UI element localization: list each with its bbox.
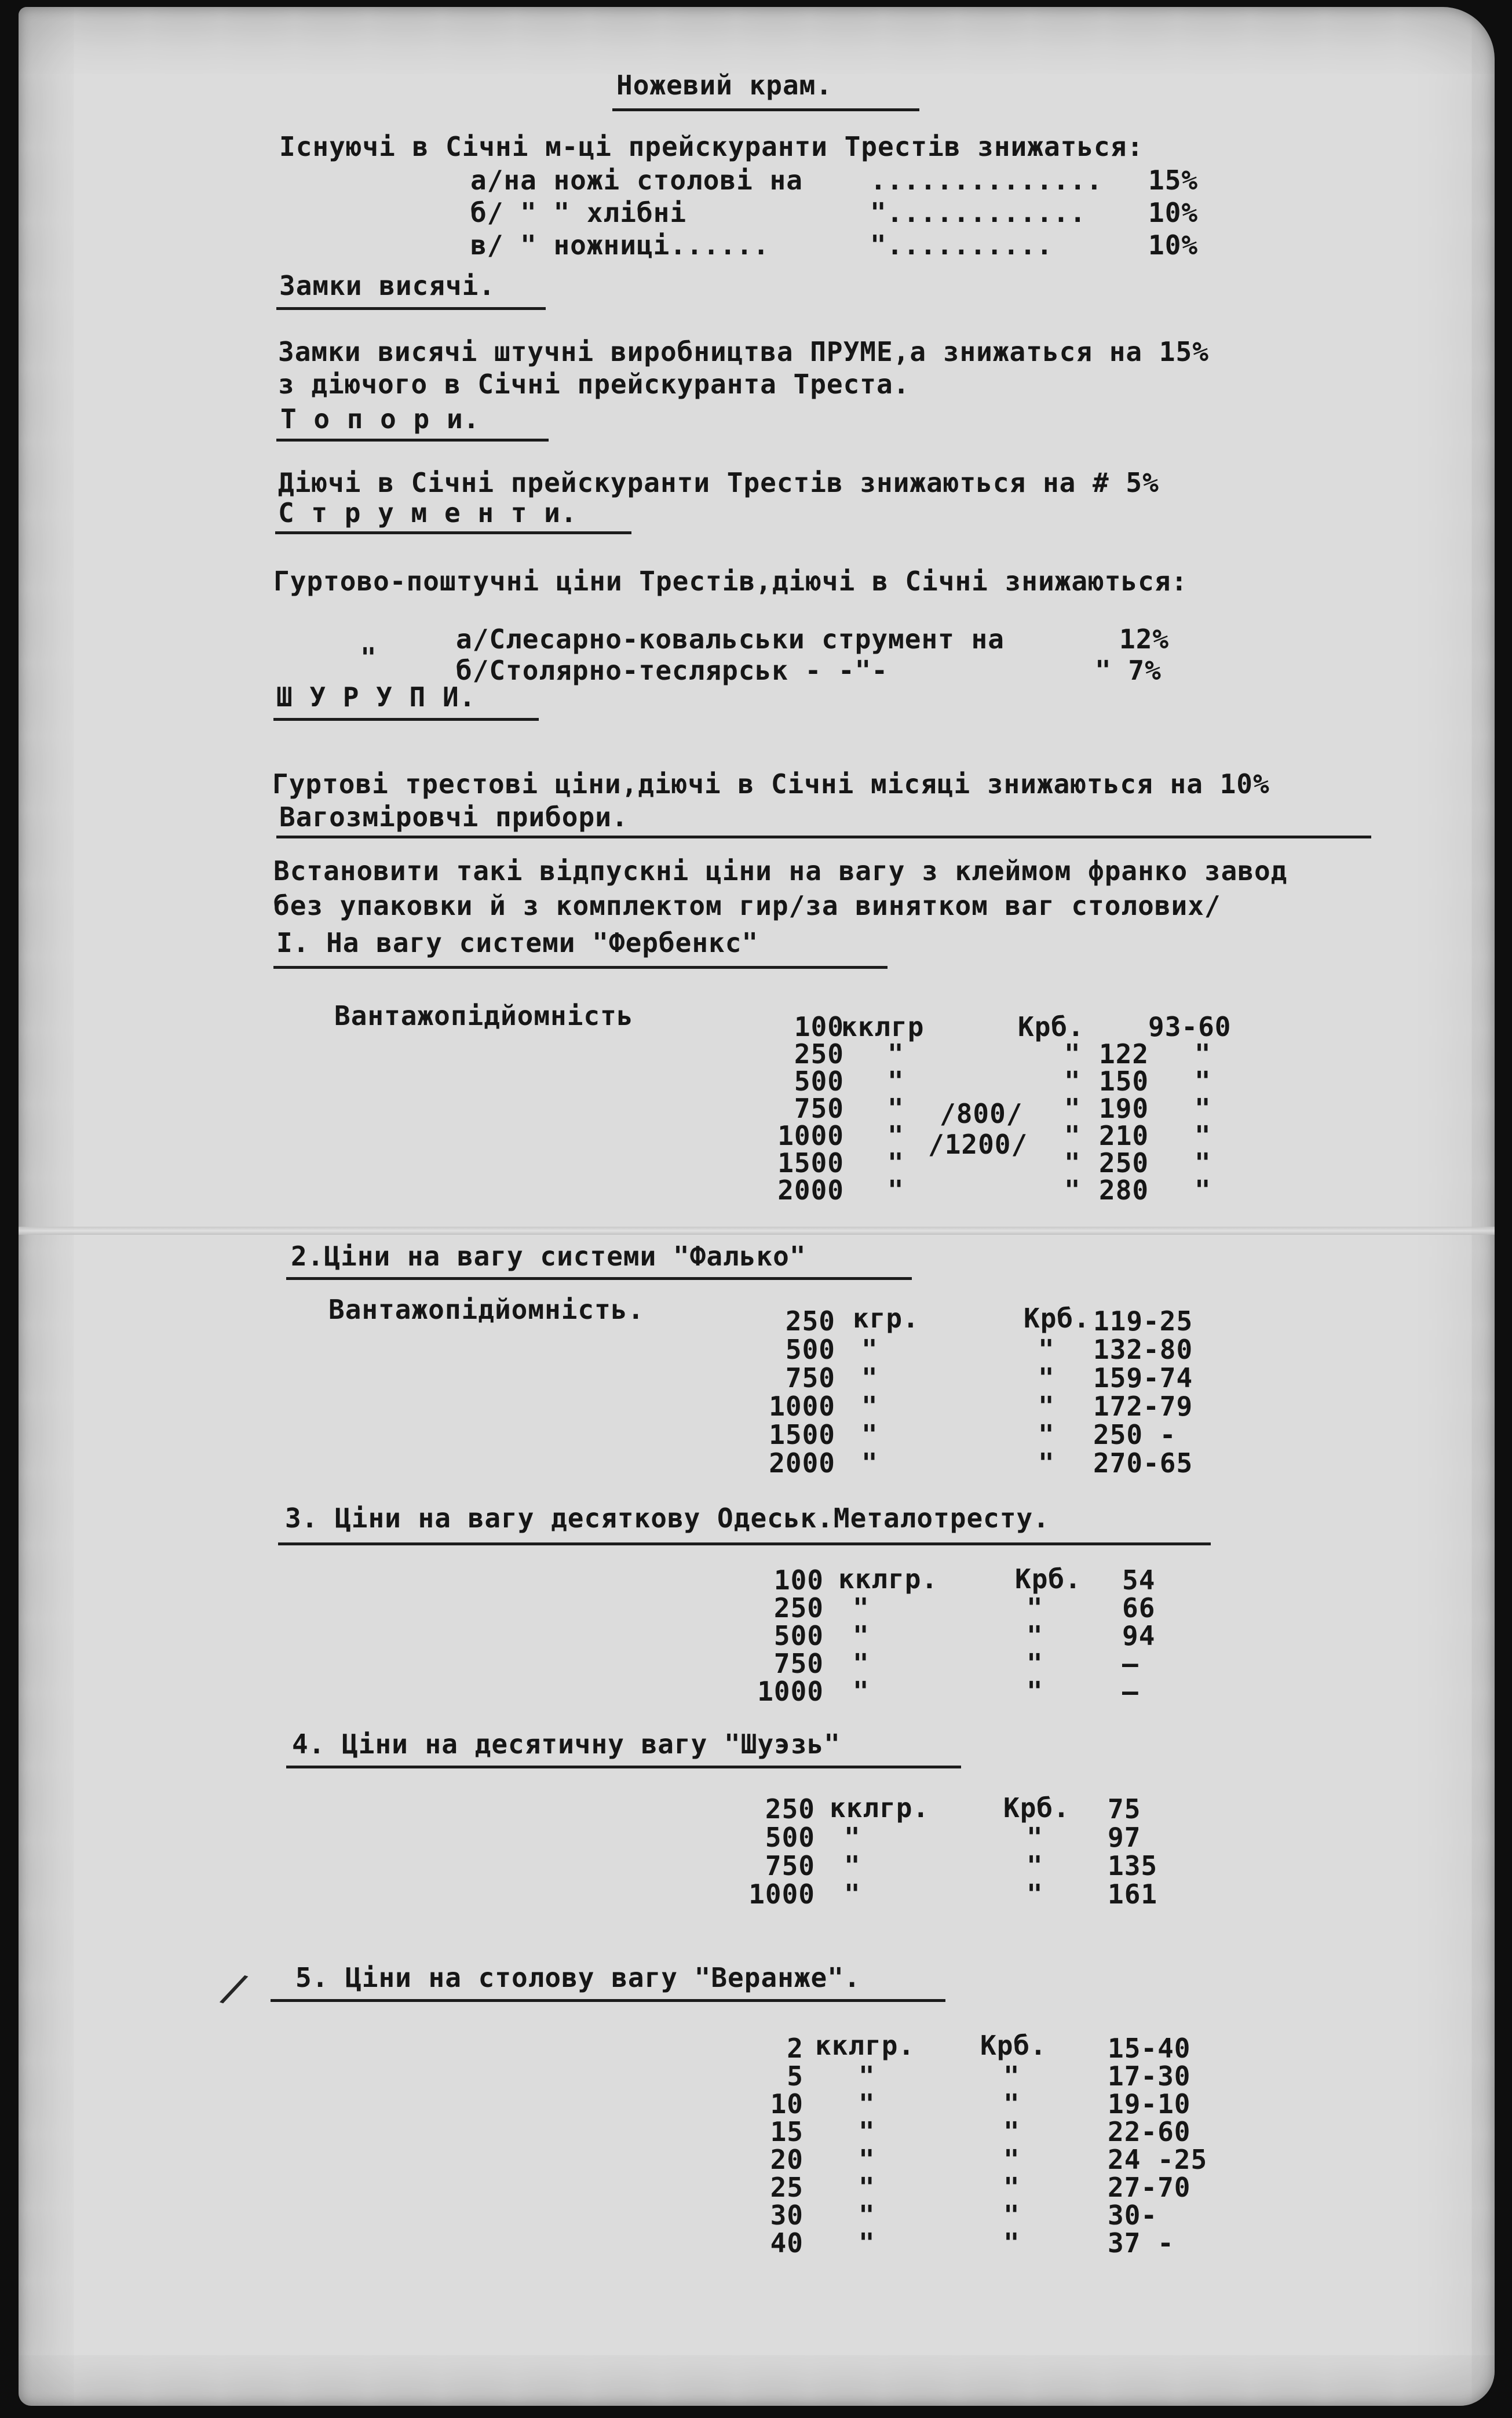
capacity-value: 750 bbox=[794, 1093, 844, 1124]
capacity-value: 500 bbox=[773, 1620, 824, 1651]
capacity-value: 100 bbox=[773, 1564, 824, 1596]
section-1-unit: кклгр bbox=[841, 1011, 925, 1042]
ditto-mark: " bbox=[1027, 1822, 1043, 1853]
scales-line-1: Встановити такі відпускні ціни на вагу з клеймом франко завод bbox=[273, 855, 1288, 887]
ditto-mark: " bbox=[853, 1592, 870, 1624]
capacity-value: 1000 bbox=[769, 1391, 835, 1422]
scales-underline bbox=[276, 836, 1371, 838]
knives-item-value: 15% bbox=[1148, 165, 1199, 196]
page-title: Ножевий крам. bbox=[616, 70, 833, 101]
capacity-value: 25 bbox=[770, 2172, 804, 2203]
knives-intro: Існуючі в Січні м-ці прейскуранти Трестів знижаться: bbox=[279, 131, 1144, 162]
screws-line-1: Гуртові трестові ціни,діючі в Січні місяці знижаються на 10% bbox=[272, 768, 1270, 800]
price-value: 161 bbox=[1108, 1879, 1158, 1910]
axes-heading: Т о п о р и. bbox=[280, 403, 480, 435]
ditto-mark: " bbox=[1064, 1147, 1081, 1179]
section-4-unit: кклгр. bbox=[830, 1792, 930, 1823]
price-value: 66 bbox=[1122, 1592, 1156, 1624]
ditto-mark: " bbox=[1195, 1038, 1211, 1070]
capacity-value: 40 bbox=[770, 2227, 804, 2259]
section-1-title: I. На вагу системи "Фербенкс" bbox=[276, 927, 759, 958]
ditto-mark: " bbox=[861, 1391, 878, 1422]
price-value: 150 bbox=[1099, 1066, 1149, 1097]
knives-item-dots: "............ bbox=[870, 197, 1087, 228]
price-value: 93-60 bbox=[1148, 1011, 1232, 1042]
price-value: 280 bbox=[1099, 1175, 1149, 1206]
ditto-mark: " bbox=[888, 1093, 904, 1124]
locks-line-2: з діючого в Січні прейскуранта Треста. bbox=[278, 369, 910, 400]
ditto-mark: " bbox=[861, 1362, 878, 1394]
capacity-value: 2 bbox=[787, 2033, 804, 2064]
ditto-mark: " bbox=[1027, 1676, 1043, 1707]
knives-item-dots: ".......... bbox=[870, 229, 1053, 261]
section-3-underline bbox=[278, 1542, 1211, 1545]
price-value: 15-40 bbox=[1108, 2033, 1191, 2064]
ditto-mark: " bbox=[853, 1620, 870, 1651]
section-5-underline bbox=[271, 1999, 945, 2002]
price-value: 27-70 bbox=[1108, 2172, 1191, 2203]
scales-heading: Вагозміровчі прибори. bbox=[279, 801, 629, 833]
section-5-title: 5. Ціни на столову вагу "Веранже". bbox=[295, 1962, 861, 1993]
price-value: – bbox=[1122, 1648, 1139, 1679]
ditto-mark: " bbox=[1003, 2144, 1020, 2175]
ditto-mark: " bbox=[888, 1147, 904, 1179]
capacity-value: 750 bbox=[773, 1648, 824, 1679]
ditto-mark: " bbox=[859, 2088, 875, 2120]
price-value: 37 - bbox=[1108, 2227, 1174, 2259]
axes-line-1: Діючі в Січні прейскуранти Трестів знижаються на # 5% bbox=[278, 467, 1159, 498]
ditto-mark: " bbox=[1027, 1592, 1043, 1624]
price-value: 122 bbox=[1099, 1038, 1149, 1070]
ditto-mark: " bbox=[1003, 2172, 1020, 2203]
capacity-value: 1000 bbox=[757, 1676, 824, 1707]
price-value: 19-10 bbox=[1108, 2088, 1191, 2120]
section-2-underline bbox=[286, 1277, 912, 1280]
ditto-mark: " bbox=[1027, 1648, 1043, 1679]
scales-line-2: без упаковки й з комплектом гир/за винятком ваг столових/ bbox=[273, 890, 1221, 921]
ditto-mark: " bbox=[859, 2227, 875, 2259]
tools-item-label: а/Слесарно-ковальськи струмент на bbox=[456, 623, 1005, 655]
ditto-mark: " bbox=[1195, 1120, 1211, 1151]
capacity-value: 250 bbox=[773, 1592, 824, 1624]
price-value: 54 bbox=[1122, 1564, 1156, 1596]
price-value: 250 bbox=[1099, 1147, 1149, 1179]
section-4-underline bbox=[286, 1766, 961, 1768]
ditto-mark: " bbox=[1038, 1419, 1055, 1450]
knives-item-label: а/на ножі столові на bbox=[470, 165, 803, 196]
capacity-value: 500 bbox=[785, 1334, 835, 1365]
ditto-mark: " bbox=[861, 1419, 878, 1450]
ditto-mark: " bbox=[1064, 1120, 1081, 1151]
ditto-mark: " bbox=[1003, 2116, 1020, 2147]
knives-item-label: б/ " " хлібні bbox=[470, 197, 687, 228]
section-1-bracket-b: /1200/ bbox=[928, 1129, 1028, 1160]
section-3-title: 3. Ціни на вагу десяткову Одеськ.Металотресту. bbox=[285, 1502, 1050, 1534]
ditto-mark: " bbox=[1003, 2060, 1020, 2092]
section-5-currency: Крб. bbox=[980, 2030, 1047, 2061]
section-2-unit: кгр. bbox=[853, 1303, 919, 1334]
ditto-mark: " bbox=[861, 1447, 878, 1479]
ditto-mark: " bbox=[1195, 1147, 1211, 1179]
ditto-mark: " bbox=[1038, 1447, 1055, 1479]
section-1-capacity-label: Вантажопідйомність bbox=[334, 1000, 634, 1031]
capacity-value: 250 bbox=[794, 1038, 844, 1070]
price-value: 210 bbox=[1099, 1120, 1149, 1151]
capacity-value: 10 bbox=[770, 2088, 804, 2120]
section-2-title: 2.Ціни на вагу системи "Фалько" bbox=[291, 1241, 806, 1272]
ditto-mark: " bbox=[1195, 1175, 1211, 1206]
section-1-bracket-a: /800/ bbox=[940, 1098, 1023, 1129]
price-value: 22-60 bbox=[1108, 2116, 1191, 2147]
price-value: 270-65 bbox=[1093, 1447, 1193, 1479]
ditto-mark: " bbox=[888, 1120, 904, 1151]
locks-line-1: Замки висячі штучні виробництва ПРУМЕ,а знижаться на 15% bbox=[278, 336, 1209, 367]
section-1-currency: Крб. bbox=[1018, 1011, 1084, 1042]
ditto-mark: " bbox=[1027, 1620, 1043, 1651]
capacity-value: 1500 bbox=[777, 1147, 844, 1179]
price-value: 159-74 bbox=[1093, 1362, 1193, 1394]
ditto-mark: " bbox=[1038, 1362, 1055, 1394]
ditto-mark: " bbox=[888, 1066, 904, 1097]
ditto-mark: " bbox=[1195, 1093, 1211, 1124]
ditto-mark: " bbox=[859, 2116, 875, 2147]
tools-item-value: " 7% bbox=[1095, 655, 1162, 686]
ditto-mark: " bbox=[1027, 1850, 1043, 1881]
capacity-value: 100 bbox=[794, 1011, 844, 1042]
capacity-value: 750 bbox=[765, 1850, 815, 1881]
ditto-mark: " bbox=[1195, 1066, 1211, 1097]
ditto-mark: " bbox=[859, 2144, 875, 2175]
ditto-mark: " bbox=[888, 1038, 904, 1070]
price-value: 94 bbox=[1122, 1620, 1156, 1651]
price-value: 30- bbox=[1108, 2200, 1158, 2231]
capacity-value: 15 bbox=[770, 2116, 804, 2147]
capacity-value: 1500 bbox=[769, 1419, 835, 1450]
screws-underline bbox=[273, 718, 539, 721]
ditto-mark: " bbox=[859, 2060, 875, 2092]
capacity-value: 250 bbox=[765, 1793, 815, 1825]
price-value: – bbox=[1122, 1676, 1139, 1707]
ditto-mark: " bbox=[861, 1334, 878, 1365]
capacity-value: 500 bbox=[794, 1066, 844, 1097]
title-underline bbox=[612, 108, 919, 111]
ditto-mark: " bbox=[888, 1175, 904, 1206]
screws-heading: Ш У Р У П И. bbox=[276, 681, 476, 713]
ditto-mark: " bbox=[1003, 2200, 1020, 2231]
price-value: 97 bbox=[1108, 1822, 1141, 1853]
price-value: 250 - bbox=[1093, 1419, 1177, 1450]
ditto-mark: " bbox=[1064, 1066, 1081, 1097]
price-value: 135 bbox=[1108, 1850, 1158, 1881]
price-value: 24 -25 bbox=[1108, 2144, 1208, 2175]
knives-item-label: в/ " ножниці...... bbox=[470, 229, 770, 261]
capacity-value: 5 bbox=[787, 2060, 804, 2092]
price-value: 172-79 bbox=[1093, 1391, 1193, 1422]
fold-crease bbox=[19, 1227, 1495, 1235]
capacity-value: 1000 bbox=[777, 1120, 844, 1151]
ditto-mark: " bbox=[1003, 2227, 1020, 2259]
section-4-currency: Крб. bbox=[1003, 1792, 1070, 1823]
section-3-currency: Крб. bbox=[1015, 1563, 1082, 1595]
knives-item-value: 10% bbox=[1148, 229, 1199, 261]
price-value: 17-30 bbox=[1108, 2060, 1191, 2092]
ditto-mark: " bbox=[859, 2172, 875, 2203]
tools-item-label: б/Столярно-теслярськ - -"- bbox=[456, 655, 889, 686]
paper-sheet bbox=[19, 7, 1495, 2406]
capacity-value: 20 bbox=[770, 2144, 804, 2175]
price-value: 190 bbox=[1099, 1093, 1149, 1124]
price-value: 132-80 bbox=[1093, 1334, 1193, 1365]
ditto-mark: " bbox=[859, 2200, 875, 2231]
section-2-capacity-label: Вантажопідйомність. bbox=[328, 1294, 645, 1325]
ditto-mark: " bbox=[844, 1879, 861, 1910]
section-2-currency: Крб. bbox=[1024, 1303, 1090, 1334]
ditto-mark: " bbox=[1064, 1175, 1081, 1206]
knives-item-value: 10% bbox=[1148, 197, 1199, 228]
ditto-mark: " bbox=[1064, 1038, 1081, 1070]
ditto-mark: " bbox=[1027, 1879, 1043, 1910]
tools-heading: С т р у м е н т и. bbox=[278, 497, 578, 528]
capacity-value: 250 bbox=[785, 1305, 835, 1337]
section-4-title: 4. Ціни на десятичну вагу "Шуэзь" bbox=[292, 1728, 841, 1760]
tools-intro: Гуртово-поштучні ціни Трестів,діючі в Січні знижаються: bbox=[273, 566, 1188, 597]
capacity-value: 500 bbox=[765, 1822, 815, 1853]
capacity-value: 750 bbox=[785, 1362, 835, 1394]
tools-mark: " bbox=[360, 642, 377, 673]
knives-item-dots: .............. bbox=[870, 165, 1103, 196]
margin-pencil-mark: / bbox=[216, 1962, 254, 2015]
ditto-mark: " bbox=[1003, 2088, 1020, 2120]
ditto-mark: " bbox=[1038, 1334, 1055, 1365]
price-value: 119-25 bbox=[1093, 1305, 1193, 1337]
capacity-value: 30 bbox=[770, 2200, 804, 2231]
tools-item-value: 12% bbox=[1119, 623, 1170, 655]
ditto-mark: " bbox=[853, 1648, 870, 1679]
locks-heading: Замки висячі. bbox=[279, 270, 496, 301]
tools-underline bbox=[275, 531, 631, 534]
locks-underline bbox=[276, 307, 546, 310]
price-value: 75 bbox=[1108, 1793, 1141, 1825]
ditto-mark: " bbox=[1064, 1093, 1081, 1124]
axes-underline bbox=[276, 439, 549, 442]
capacity-value: 2000 bbox=[777, 1175, 844, 1206]
ditto-mark: " bbox=[844, 1850, 861, 1881]
section-1-underline bbox=[273, 966, 888, 969]
ditto-mark: " bbox=[844, 1822, 861, 1853]
section-3-unit: кклгр. bbox=[838, 1563, 938, 1595]
capacity-value: 2000 bbox=[769, 1447, 835, 1479]
ditto-mark: " bbox=[853, 1676, 870, 1707]
ditto-mark: " bbox=[1038, 1391, 1055, 1422]
section-5-unit: кклгр. bbox=[815, 2030, 915, 2061]
capacity-value: 1000 bbox=[748, 1879, 815, 1910]
